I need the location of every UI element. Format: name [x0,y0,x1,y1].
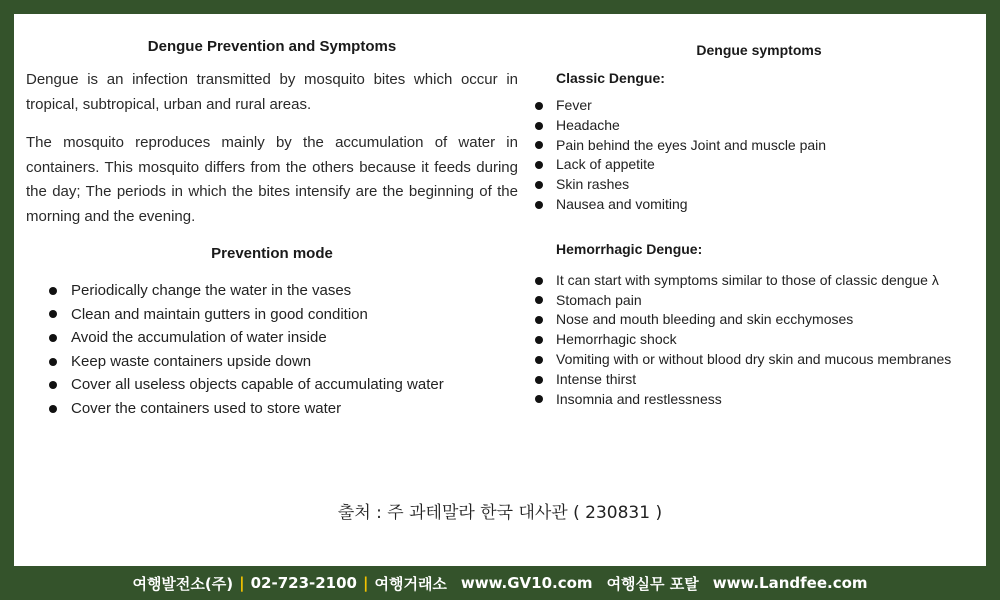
bullet-icon [49,358,57,366]
list-item: Nose and mouth bleeding and skin ecchymoses [534,310,984,330]
bullet-icon [535,356,543,364]
bullet-icon [535,201,543,209]
intro-paragraph: Dengue is an infection transmitted by mosquito bites which occur in tropical, subtropical, urban and rural areas. [26,71,518,113]
company-name: 여행발전소(주) [132,574,234,593]
footer-separator: | [362,574,369,592]
list-item: Insomnia and restlessness [534,390,984,410]
footer-bar [0,566,1000,600]
list-item: Nausea and vomiting [534,195,984,215]
bullet-icon [535,277,543,285]
bullet-icon [535,141,543,149]
footer-separator: | [239,574,245,592]
bullet-icon [49,310,57,318]
list-item: Fever [534,96,984,116]
bullet-icon [535,102,543,110]
bullet-icon [535,122,543,130]
prevention-list [26,279,518,421]
list-item: Cover all useless objects capable of accumulating water [49,373,518,397]
hemorrhagic-symptoms-list [534,271,984,410]
list-item: It can start with symptoms similar to those of classic dengue λ [534,271,984,291]
classic-dengue-title: Classic Dengue: [556,70,665,86]
mosquito-paragraph: The mosquito reproduces mainly by the accumulation of water in containers. This mosquito differs from the others because it feeds during the day; The periods in which the bites intensify are the beginning of the morning and the evening. [26,134,518,225]
list-item: Intense thirst [534,370,984,390]
list-item: Vomiting with or without blood dry skin and mucous membranes [534,350,984,370]
symptoms-column [534,42,984,409]
bullet-icon [535,316,543,324]
list-item: Keep waste containers upside down [49,350,518,374]
bullet-icon [49,405,57,413]
bullet-icon [49,334,57,342]
bullet-icon [535,161,543,169]
main-title: Dengue Prevention and Symptoms [147,38,397,55]
list-item: Stomach pain [534,291,984,311]
label-portal: 여행실무 포탈 [606,574,699,593]
bullet-icon [535,376,543,384]
list-item: Headache [534,116,984,136]
symptoms-title: Dengue symptoms [696,42,822,58]
bullet-icon [49,287,57,295]
content-panel [14,14,986,566]
list-item: Hemorrhagic shock [534,330,984,350]
list-item: Pain behind the eyes Joint and muscle pain [534,136,984,156]
label-exchange: 여행거래소 [374,574,447,593]
list-item: Lack of appetite [534,155,984,175]
list-item: Skin rashes [534,175,984,195]
list-item: Clean and maintain gutters in good condition [49,303,518,327]
bullet-icon [535,336,543,344]
prevention-title: Prevention mode [211,245,333,262]
phone-number: 02-723-2100 [250,574,357,592]
list-item: Periodically change the water in the vases [49,279,518,303]
classic-symptoms-list [534,96,984,215]
bullet-icon [535,296,543,304]
hemorrhagic-dengue-title: Hemorrhagic Dengue: [556,240,703,257]
bullet-icon [535,395,543,403]
source-caption: 출처 : 주 과테말라 한국 대사관 ( 230831 ) [337,503,663,523]
link-gv10[interactable]: www.GV10.com [460,574,593,592]
link-landfee[interactable]: www.Landfee.com [712,574,868,592]
list-item: Cover the containers used to store water [49,397,518,421]
list-item: Avoid the accumulation of water inside [49,326,518,350]
bullet-icon [49,381,57,389]
bullet-icon [535,181,543,189]
prevention-column [26,38,518,421]
